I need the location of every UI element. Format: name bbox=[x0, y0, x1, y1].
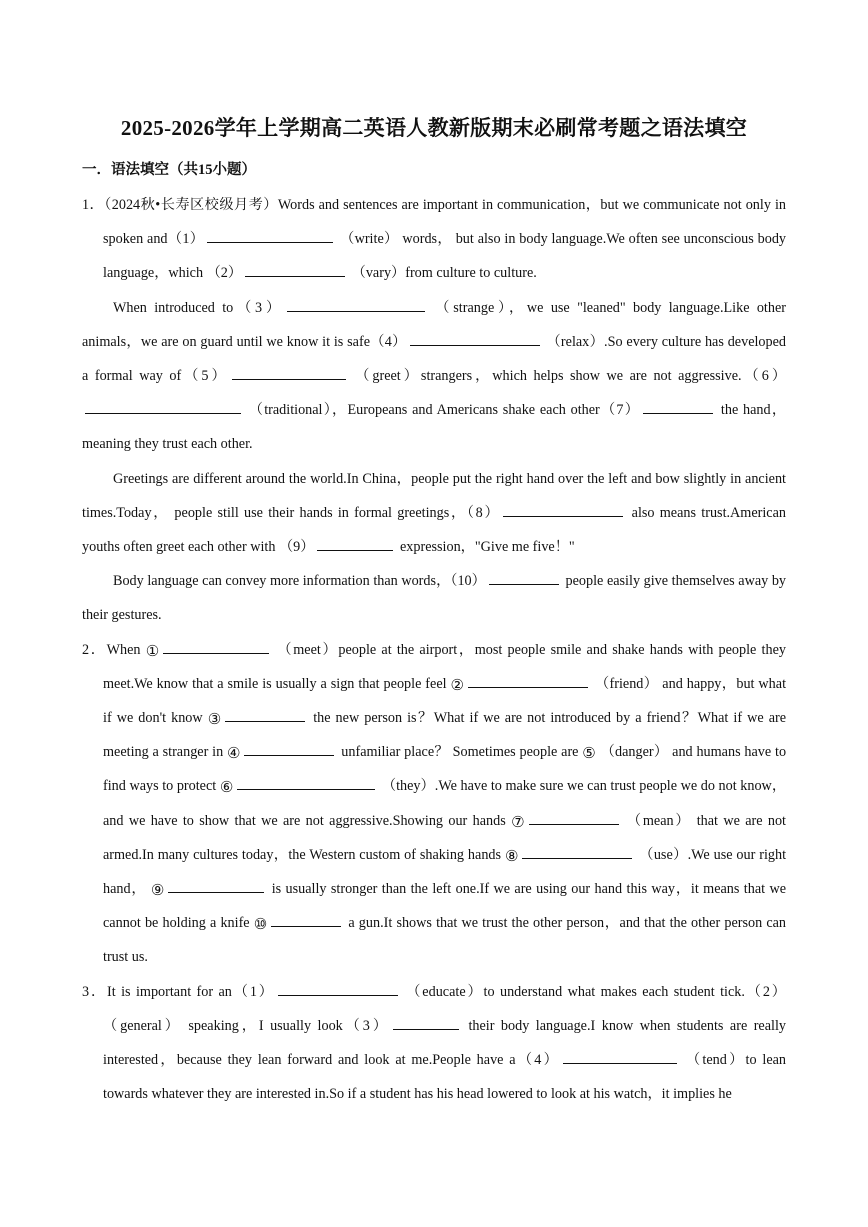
question-number: 2． bbox=[82, 641, 107, 658]
answer-blank[interactable] bbox=[225, 720, 305, 722]
answer-blank[interactable] bbox=[468, 686, 588, 688]
blank-number-9: ⑨ bbox=[150, 881, 165, 900]
question-number: 1． bbox=[82, 197, 105, 213]
blank-number-5: ⑤ bbox=[582, 744, 596, 763]
question-number: 3． bbox=[82, 983, 108, 1000]
question-1-paragraph-3: Greetings are different around the world.In China，people put the right hand over the left and bow slightly in ancient times.Today， people still use their hands in formal greetings，（8） also means trust.American youths often greet each other with （9） expression，"Give me five！" bbox=[82, 470, 786, 556]
blank-number-3: ③ bbox=[207, 710, 222, 729]
blank-number-7: ⑦ bbox=[511, 812, 525, 831]
answer-blank[interactable] bbox=[207, 241, 333, 243]
blank-number-8: ⑧ bbox=[504, 846, 519, 865]
blank-number-2: ② bbox=[450, 675, 464, 694]
answer-blank[interactable] bbox=[278, 994, 398, 996]
answer-blank[interactable] bbox=[244, 754, 334, 756]
answer-blank[interactable] bbox=[271, 925, 341, 927]
question-3: 3．It is important for an（1） （educate）to understand what makes each student tick.（2）（general） speaking，I usually look（3） their body language.I know when students are really interested，because they lean forward and look at me.People have a（4） （tend）to lean towards whatever they are interested in.So if a student has his head lowered to look at his watch，it implies he bbox=[82, 983, 787, 1103]
answer-blank[interactable] bbox=[168, 891, 264, 893]
document-title: 2025-2026学年上学期高二英语人教新版期末必刷常考题之语法填空 bbox=[120, 116, 748, 140]
answer-blank[interactable] bbox=[85, 412, 241, 414]
answer-blank[interactable] bbox=[232, 378, 346, 380]
question-2: 2．When ① （meet）people at the airport，most people smile and shake hands with people they meet.We know that a smile is usually a sign that people feel ② （friend） and happy，but what if we don't know ③ the new person is？What if we are not introduced by a friend？What if we are meeting a stranger in ④ unfamiliar place？ Sometimes people are ⑤ （danger） and humans have to find ways to protect ⑥ （they）.We have to make sure we can trust people we do not know，and we have to show that we are not aggressive.Showing our hands ⑦ （mean） that we are not armed.In many cultures today，the Western custom of shaking hands ⑧ （use）.We use our right hand， ⑨ is usually stronger than the left one.If we are using our hand this way，it means that we cannot be holding a knife ⑩ a gun.It shows that we trust the other person，and that the other person can trust us. bbox=[82, 641, 787, 966]
answer-blank[interactable] bbox=[410, 344, 540, 346]
answer-blank[interactable] bbox=[503, 515, 623, 517]
answer-blank[interactable] bbox=[489, 583, 559, 585]
answer-blank[interactable] bbox=[317, 549, 393, 551]
question-1-intro: 1．（2024秋•长寿区校级月考）Words and sentences are important in communication，but we communicate not only in spoken and（1） （write） words， but also in body language.We often see unconscious body language，which （2） （vary）from culture to culture. bbox=[82, 197, 787, 282]
question-1-paragraph-4: Body language can convey more information than words，（10） people easily give themselves away by their gestures. bbox=[82, 573, 787, 624]
answer-blank[interactable] bbox=[529, 823, 619, 825]
answer-blank[interactable] bbox=[522, 857, 632, 859]
answer-blank[interactable] bbox=[287, 310, 425, 312]
blank-number-4: ④ bbox=[227, 744, 241, 763]
answer-blank[interactable] bbox=[237, 788, 375, 790]
answer-blank[interactable] bbox=[163, 652, 269, 654]
answer-blank[interactable] bbox=[643, 412, 713, 414]
blank-number-1: ① bbox=[145, 641, 160, 660]
answer-blank[interactable] bbox=[245, 275, 345, 277]
question-1-paragraph-2: When introduced to（3） （strange），we use "leaned" body language.Like other animals，we are on guard until we know it is safe（4） （relax）.So every culture has developed a formal way of（5） （greet）strangers，which helps show we are not aggressive.（6） （traditional），Europeans and Americans shake each other（7） the hand，meaning they trust each other. bbox=[82, 299, 787, 453]
blank-number-6: ⑥ bbox=[219, 778, 234, 797]
document-body bbox=[82, 188, 786, 1111]
blank-number-10: ⑩ bbox=[253, 915, 268, 934]
answer-blank[interactable] bbox=[563, 1062, 677, 1064]
section-heading: 一．语法填空（共15小题） bbox=[82, 162, 256, 178]
answer-blank[interactable] bbox=[393, 1028, 459, 1030]
